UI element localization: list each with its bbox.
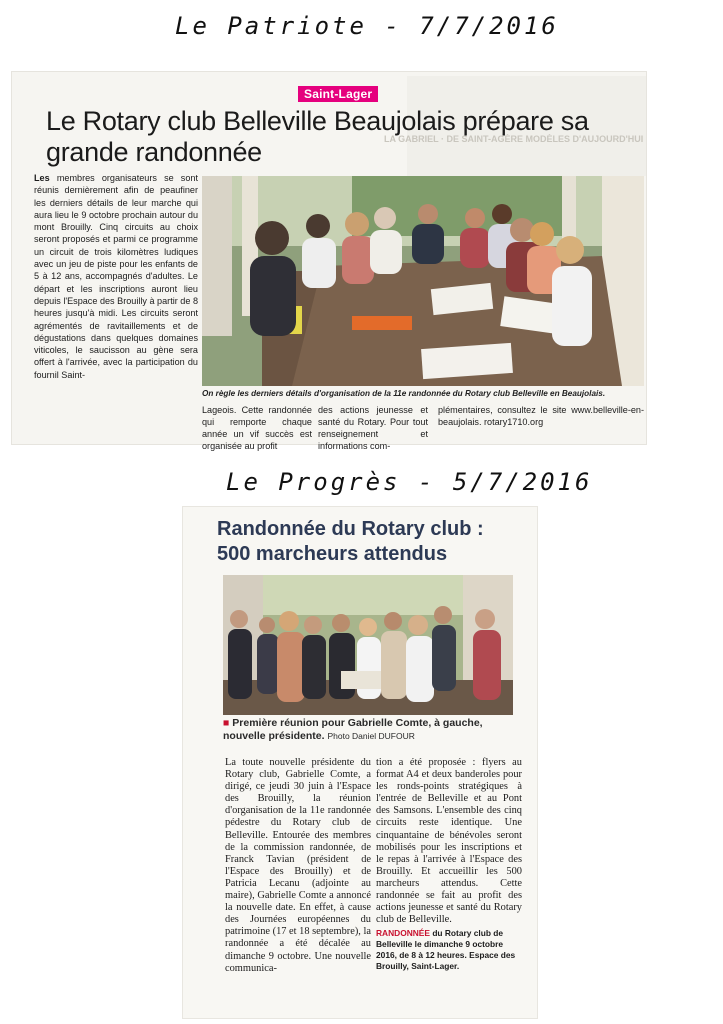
meeting-photo-illustration — [202, 176, 644, 386]
headline-line-2: 500 marcheurs attendus — [217, 543, 448, 565]
caption-text: Première réunion pour Gabrielle Comte, à gauche, nouvelle présidente. — [223, 717, 483, 742]
photo-caption: On règle les derniers détails d'organisation de la 11e randonnée du Rotary club Belleville en Beaujolais. — [202, 389, 606, 398]
meeting-photo — [202, 176, 644, 386]
clipping-le-patriote — [12, 72, 646, 451]
article-column-3: des actions jeunesse et santé du Rotary. Pour tout renseignement et informations com- — [318, 405, 428, 451]
column-text: membres organisateurs se sont réunis dernièrement afin de peaufiner les derniers détails de leur marche qui aura lieu le 9 octobre prochain autour du mont Brouilly. Cinq circuits au choix seront proposés et parmi ce programme un circuit de trois kilomètres ludiques avec un jeu de piste pour les enfants de 5 à 12 ans, accompagnés d'adultes. Le départ et les inscriptions auront lieu depuis l'Espace des Brouilly à partir de 8 heures jusqu'à midi. Les circuits seront agrémentés de ravitaillements et de dégustations dans quelques domaines viticoles, le saucisson au gène sera offert à l'arrivée, avec la participation du fournil Saint- — [34, 173, 198, 380]
caption-marker: ■ — [223, 717, 230, 729]
location-kicker: Saint-Lager — [298, 86, 378, 102]
practical-info-text: du Rotary club de Belleville le dimanche 9 octobre 2016, de 8 à 12 heures. Espace des Brouilly, Saint-Lager. — [376, 928, 516, 972]
article-column-1 — [34, 172, 198, 381]
article-headline — [217, 517, 517, 567]
handwritten-source-patriote: Le Patriote - 7/7/2016 — [175, 12, 559, 40]
practical-info — [376, 928, 522, 972]
photo-caption — [223, 717, 515, 743]
group-photo — [223, 575, 513, 715]
lead-word: Les — [34, 173, 50, 183]
group-photo-illustration — [223, 575, 513, 715]
article-column-4: plémentaires, consultez le site www.belleville-en-beaujolais. rotary1710.org — [438, 405, 644, 427]
column-text: tion a été proposée : flyers au format A4 et deux banderoles pour les ronds-points stratégiques à l'entrée de Belleville et au Pont des Samsons. L'ensemble des cinq circuits reste identique. Une cinquantaine de bénévoles seront mobilisés pour les inscriptions et le repas à l'arrivée à l'Espace des Brouilly. Et accueillir les 500 marcheurs attendus. Cette randonnée se fait au profit des actions jeunesse et santé du Rotary club de Belleville. — [376, 757, 522, 926]
article-column-1: La toute nouvelle présidente du Rotary club, Gabrielle Comte, a dirigé, ce jeudi 30 juin à l'Espace des Brouilly, la réunion d'organisation de la 11e randonnée pédestre du Rotary club de Belleville. Entourée des membres de la commission randonnée, de Franck Tavian (président de l'Espace des Brouilly) et de Patricia Lecanu (adjointe au maire), Gabrielle Comte a annoncé la nouvelle date. En effet, à cause des Journées européennes du patrimoine (17 et 18 septembre), la randonnée a été décalée au dimanche 9 octobre. Une nouvelle communica- — [225, 757, 371, 974]
article-column-2 — [376, 757, 522, 972]
clipping-le-progres — [183, 507, 537, 1018]
headline-line-1: Randonnée du Rotary club : — [217, 518, 484, 540]
photo-credit: Photo Daniel DUFOUR — [327, 731, 415, 741]
article-headline: Le Rotary club Belleville Beaujolais prépare sa grande randonnée — [46, 106, 589, 167]
handwritten-source-progres: Le Progrès - 5/7/2016 — [226, 468, 593, 496]
adjacent-article-ghost-text: LA GABRIEL · DE SAINT-AGÈRE MODÈLES D'AUJOURD'HUI — [384, 134, 644, 144]
article-column-2: Lageois. Cette randonnée qui remporte chaque année un vif succès est organisée au profit — [202, 405, 312, 451]
practical-info-tag: RANDONNÉE — [376, 928, 430, 939]
